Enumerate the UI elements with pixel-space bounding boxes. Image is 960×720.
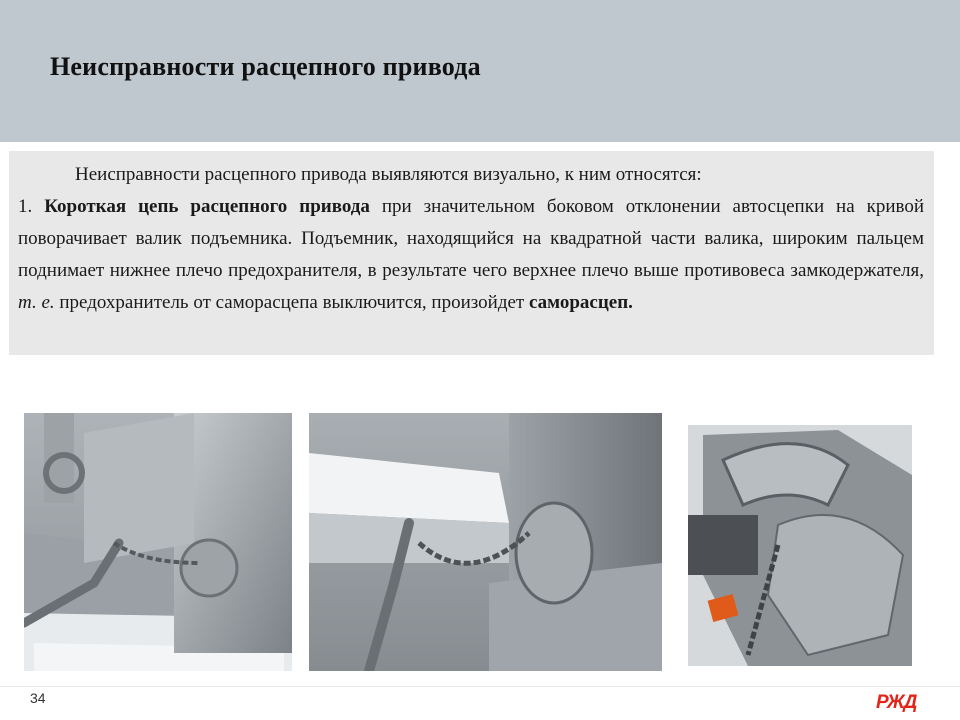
footer-divider — [0, 686, 960, 687]
photo-coupler-chain-left — [24, 413, 292, 671]
item-1-paragraph — [18, 191, 924, 319]
item-1-text: при значительном боковом отклонении автосцепки на кривой поворачивает валик подъемника. Подъемник, находящийся на квадратной части валика, широким пальцем поднимает нижнее плечо предохранителя, в результате чего верхнее плечо выше противовеса замкодержателя, — [18, 196, 925, 281]
page-number: 34 — [30, 690, 46, 706]
item-1-bold-end: саморасцеп. — [528, 292, 633, 313]
header-band — [0, 0, 960, 142]
slide-title: Неисправности расцепного привода — [50, 52, 481, 81]
item-1-bold-lead: Короткая цепь расцепного привода — [44, 196, 370, 217]
photo-coupler-chain-center — [309, 413, 662, 671]
item-1-number: 1. — [18, 196, 33, 217]
intro-text: Неисправности расцепного привода выявляются визуально, к ним относятся: — [75, 164, 702, 185]
item-1-text-2: предохранитель от саморасцепа выключится, произойдет — [54, 292, 529, 313]
rzd-logo: РЖД — [876, 692, 917, 713]
photo-lock-detail — [688, 425, 912, 666]
text-block — [9, 151, 934, 355]
item-1-italic: т. е. — [18, 292, 55, 313]
